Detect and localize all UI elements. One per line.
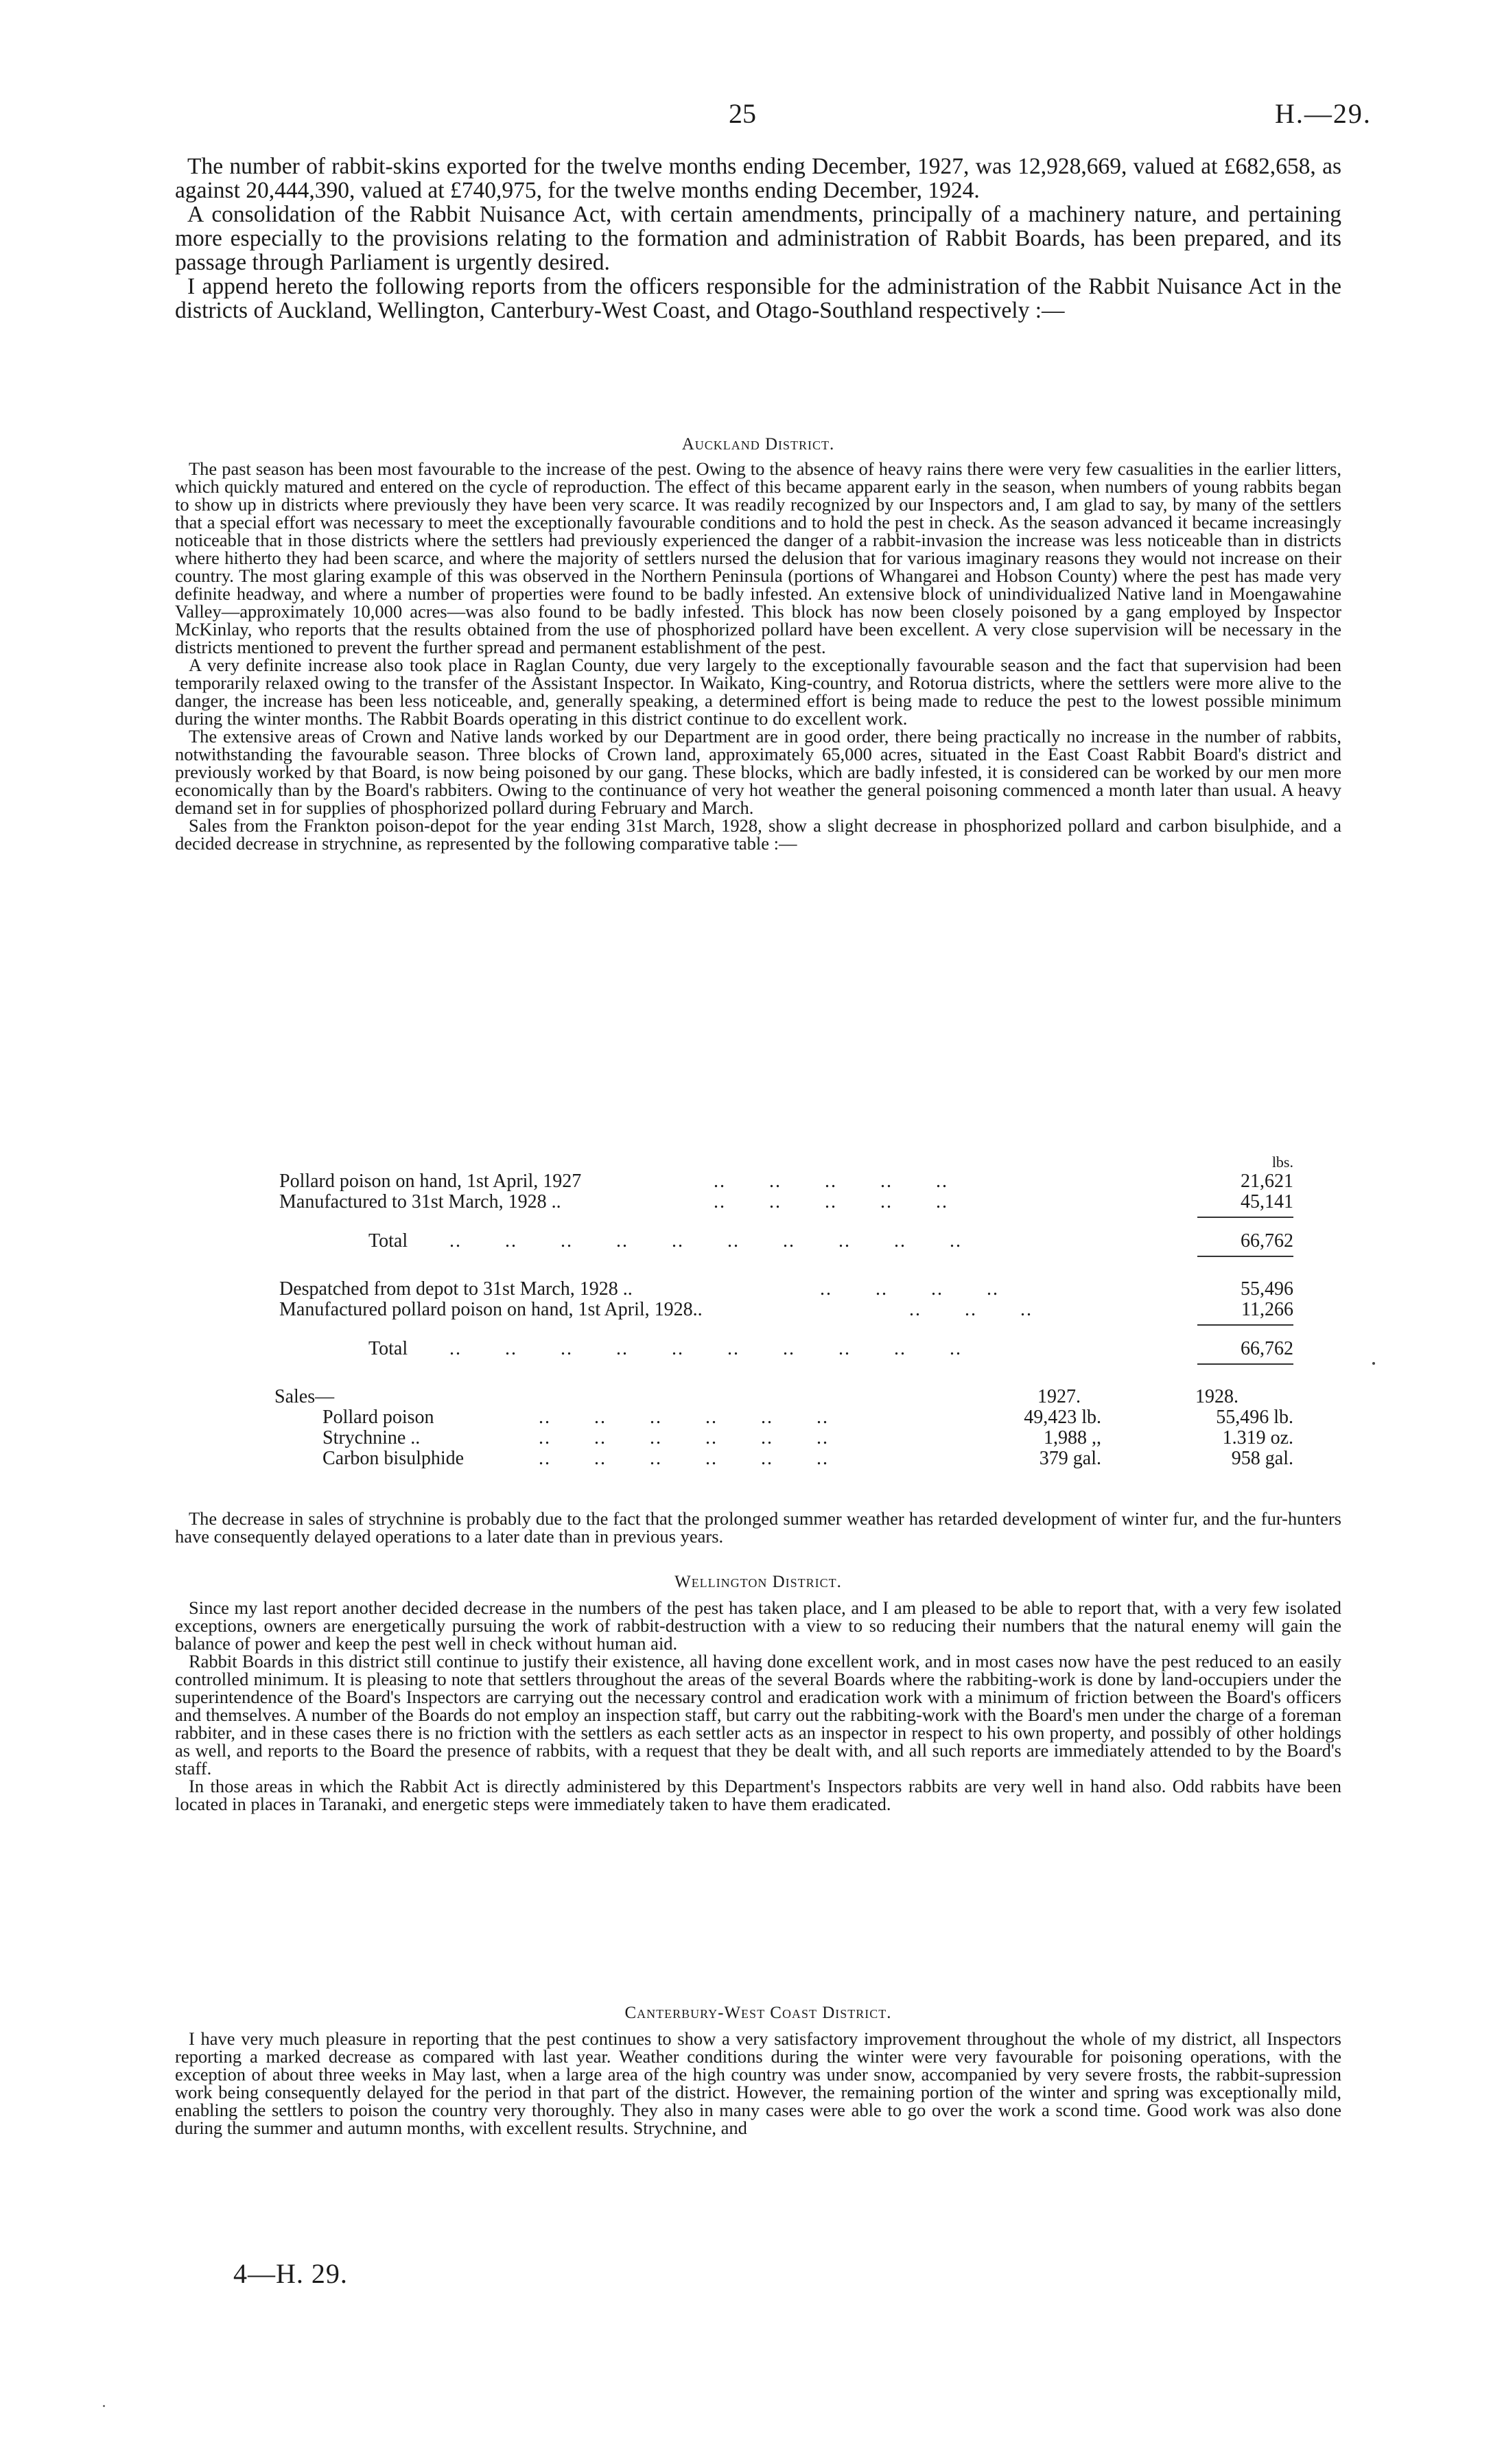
auckland-paragraph-strychnine: The decrease in sales of strychnine is probably due to the fact that the prolonged summer weather has retarded development of winter fur, and the fur-hunters have consequently delayed operations to a later date than in previous years. xyxy=(175,1508,1341,1547)
table-row xyxy=(175,1300,1341,1319)
leader-dots: .. .. .. .. .. xyxy=(714,1171,948,1192)
intro-paragraph-append: I append hereto the following reports from the officers responsible for the administration of the Rabbit Nuisance Act in the districts of Auckland, Wellington, Canterbury-West Coast, and Otago-Southland respectively :— xyxy=(175,274,1341,323)
leader-dots: .. .. .. .. .. .. xyxy=(539,1407,829,1428)
row-value: 66,762 xyxy=(1241,1230,1293,1252)
wellington-paragraph-3: In those areas in which the Rabbit Act is directly administered by this Department's Inspectors rabbits are very well in hand also. Odd rabbits have been located in places in Taranaki, and energetic steps were immediately taken to have them eradicated. xyxy=(175,1776,1341,1814)
row-value: 45,141 xyxy=(1241,1191,1293,1212)
stray-mark xyxy=(1372,1362,1375,1365)
sales-label: Sales— xyxy=(274,1386,335,1407)
auckland-paragraph-3: The extensive areas of Crown and Native lands worked by our Department are in good order, there being practically no increase in the number of rabbits, notwithstanding the favourable season. Three blocks of Crown land, approximately 65,000 acres, situated in the East Coast Rabbit Board's district and previously worked by that Board, is now being poisoned by our gang. These blocks, which are badly infested, it is considered can be worked by our men more economically than by the Board's rabbiters. Owing to the continuance of very hot weather the general poisoning commenced a month later than usual. A heavy demand set in for supplies of phosphorized pollard during February and March. xyxy=(175,726,1341,818)
canterbury-heading: Canterbury-West Coast District. xyxy=(624,2004,892,2022)
table-row xyxy=(175,1429,1341,1447)
row-value: 66,762 xyxy=(1241,1338,1293,1359)
sales-item-label: Carbon bisulphide xyxy=(322,1448,465,1469)
canterbury-section xyxy=(175,2030,1341,2137)
table-row xyxy=(175,1172,1341,1190)
table-total-row xyxy=(175,1339,1341,1358)
rule xyxy=(1197,1217,1293,1218)
sales-1927-value: 379 gal. xyxy=(1039,1448,1101,1469)
wellington-paragraph-2: Rabbit Boards in this district still continue to justify their existence, all having done excellent work, and in most cases now have the pest reduced to an easily controlled minimum. It is pleasing to note that settlers throughout the areas of the several Boards where the rabbiting-work is done by land-occupiers under the superintendence of the Board's Inspectors are carrying out the necessary control and eradication work with a minimum of friction between the Board's officers and themselves. A number of the Boards do not employ an inspection staff, but carry out the rabbiting-work with the Board's men under the charge of a foreman rabbiter, and in these cases there is no friction with the settlers as each settler acts as an inspector in respect to his own property, and possibly of other holdings as well, and reports to the Board the presence of rabbits, with a request that they be dealt with, and all such reports are immediately attended to by the Board's staff. xyxy=(175,1651,1341,1779)
intro-paragraph-exports: The number of rabbit-skins exported for the twelve months ending December, 1927, was 12,928,669, valued at £682,658, as against 20,444,390, valued at £740,975, for the twelve months ending December, 1924. xyxy=(175,154,1341,203)
table-row xyxy=(175,1408,1341,1427)
footer-reference: 4—H. 29. xyxy=(233,2258,348,2289)
leader-dots: .. .. .. .. .. .. .. .. .. .. xyxy=(449,1338,962,1359)
rule xyxy=(1197,1363,1293,1365)
row-label: Total xyxy=(368,1230,408,1252)
table-unit-row xyxy=(175,1153,1341,1171)
intro-paragraph-consolidation: A consolidation of the Rabbit Nuisance Act, with certain amendments, principally of a machinery nature, and pertaining more especially to the provisions relating to the formation and administration of Rabbit Boards, has been prepared, and its passage through Parliament is urgently desired. xyxy=(175,202,1341,275)
stray-mark xyxy=(103,2405,105,2407)
wellington-paragraph-1: Since my last report another decided decrease in the numbers of the pest has taken place, and I am pleased to be able to report that, with a very few isolated exceptions, owners are energetically pursuing the work of rabbit-destruction with a view to so reducing their numbers that the natural enemy will gain the balance of power and keep the pest well in check without human aid. xyxy=(175,1597,1341,1654)
sales-item-label: Strychnine .. xyxy=(322,1427,421,1448)
row-value: 11,266 xyxy=(1241,1299,1293,1320)
sales-1927-value: 49,423 lb. xyxy=(1024,1407,1101,1428)
leader-dots: .. .. .. .. .. .. xyxy=(539,1427,829,1448)
wellington-heading: Wellington District. xyxy=(674,1573,842,1591)
sales-1928-value: 55,496 lb. xyxy=(1216,1407,1293,1428)
sales-1928-value: 1.319 oz. xyxy=(1222,1427,1293,1448)
leader-dots: .. .. .. .. .. xyxy=(714,1191,948,1212)
auckland-paragraph-1: The past season has been most favourable to the increase of the pest. Owing to the absence of heavy rains there were very few casualities in the earlier litters, which quickly matured and entered on the cycle of reproduction. The effect of this became apparent early in the season, when numbers of young rabbits began to show up in districts where previously they have been very scarce. It was readily recognized by our Inspectors and, I am glad to say, by many of the settlers that a special effort was necessary to meet the exceptionally favourable conditions and to hold the pest in check. As the season advanced it became increasingly noticeable that in those districts where the settlers had previously experienced the danger of a rabbit-invasion the increase was less noticeable than in districts where hitherto they had been scarce, and where the majority of settlers nursed the delusion that for various imaginary reasons they would not increase on their country. The most glaring example of this was observed in the Northern Peninsula (portions of Whangarei and Hobson County) where the pest has made very definite headway, and where a number of properties were found to be badly infested. An extensive block of unindividualized Native land in Moengawahine Valley—approximately 10,000 acres—was also found to be badly infested. This block has now been closely poisoned by a gang employed by Inspector McKinlay, who reports that the results obtained from the use of phosphorized pollard have been excellent. A very close supervision will be necessary in the districts mentioned to prevent the further spread and permanent establishment of the pest. xyxy=(175,458,1341,657)
row-value: 21,621 xyxy=(1241,1171,1293,1192)
table-row xyxy=(175,1449,1341,1468)
auckland-paragraph-2: A very definite increase also took place in Raglan County, due very largely to the exceptionally favourable season and the fact that supervision had been temporarily relaxed owing to the transfer of the Assistant Inspector. In Waikato, King-country, and Rotorua districts, where the settlers were more alive to the danger, the increase has been less noticeable, and, generally speaking, a determined effort is being made to reduce the pest to the lowest possible minimum during the winter months. The Rabbit Boards operating in this district continue to do excellent work. xyxy=(175,655,1341,729)
rule xyxy=(1197,1256,1293,1257)
sales-year-1928: 1928. xyxy=(1195,1386,1238,1407)
leader-dots: .. .. .. .. .. .. xyxy=(539,1448,829,1469)
row-value: 55,496 xyxy=(1241,1278,1293,1300)
document-reference: H.—29. xyxy=(1275,98,1372,129)
leader-dots: .. .. .. xyxy=(909,1299,1033,1320)
row-label: Despatched from depot to 31st March, 1928 .. xyxy=(279,1278,633,1300)
sales-item-label: Pollard poison xyxy=(322,1407,434,1428)
row-label: Manufactured pollard poison on hand, 1st April, 1928.. xyxy=(279,1299,703,1320)
auckland-section xyxy=(175,460,1341,852)
auckland-paragraph-4: Sales from the Frankton poison-depot for the year ending 31st March, 1928, show a slight decrease in phosphorized pollard and carbon bisulphide, and a decided decrease in strychnine, as represented by the following comparative table :— xyxy=(175,815,1341,854)
row-label: Pollard poison on hand, 1st April, 1927 xyxy=(279,1171,582,1192)
auckland-closing xyxy=(175,1510,1341,1545)
sales-1927-value: 1,988 ,, xyxy=(1044,1427,1101,1448)
table-row xyxy=(175,1193,1341,1211)
table-total-row xyxy=(175,1232,1341,1250)
sales-year-1927: 1927. xyxy=(1037,1386,1081,1407)
page-number: 25 xyxy=(729,98,756,129)
leader-dots: .. .. .. .. xyxy=(820,1278,999,1300)
rule xyxy=(1197,1324,1293,1326)
sales-1928-value: 958 gal. xyxy=(1231,1448,1293,1469)
row-label: Total xyxy=(368,1338,408,1359)
wellington-section xyxy=(175,1599,1341,1813)
canterbury-paragraph-1: I have very much pleasure in reporting that the pest continues to show a very satisfactory improvement throughout the whole of my district, all Inspectors reporting a marked decrease as compared with last year. Weather conditions during the winter were very favourable for poisoning operations, with the exception of about three weeks in May last, when a large area of the high country was under snow, accompanied by very severe frosts, the rabbit-supression work being consequently delayed for the period in that part of the district. However, the remaining portion of the winter and spring was exceptionally mild, enabling the settlers to poison the country very thoroughly. They also in many cases were able to go over the work a scond time. Good work was also done during the summer and autumn months, with excellent results. Strychnine, and xyxy=(175,2028,1341,2138)
sales-header-row xyxy=(175,1387,1341,1406)
table-row xyxy=(175,1280,1341,1298)
table-unit: lbs. xyxy=(1271,1153,1293,1171)
leader-dots: .. .. .. .. .. .. .. .. .. .. xyxy=(449,1230,962,1252)
auckland-heading: Auckland District. xyxy=(681,435,835,454)
row-label: Manufactured to 31st March, 1928 .. xyxy=(279,1191,561,1212)
intro-section xyxy=(175,154,1341,322)
